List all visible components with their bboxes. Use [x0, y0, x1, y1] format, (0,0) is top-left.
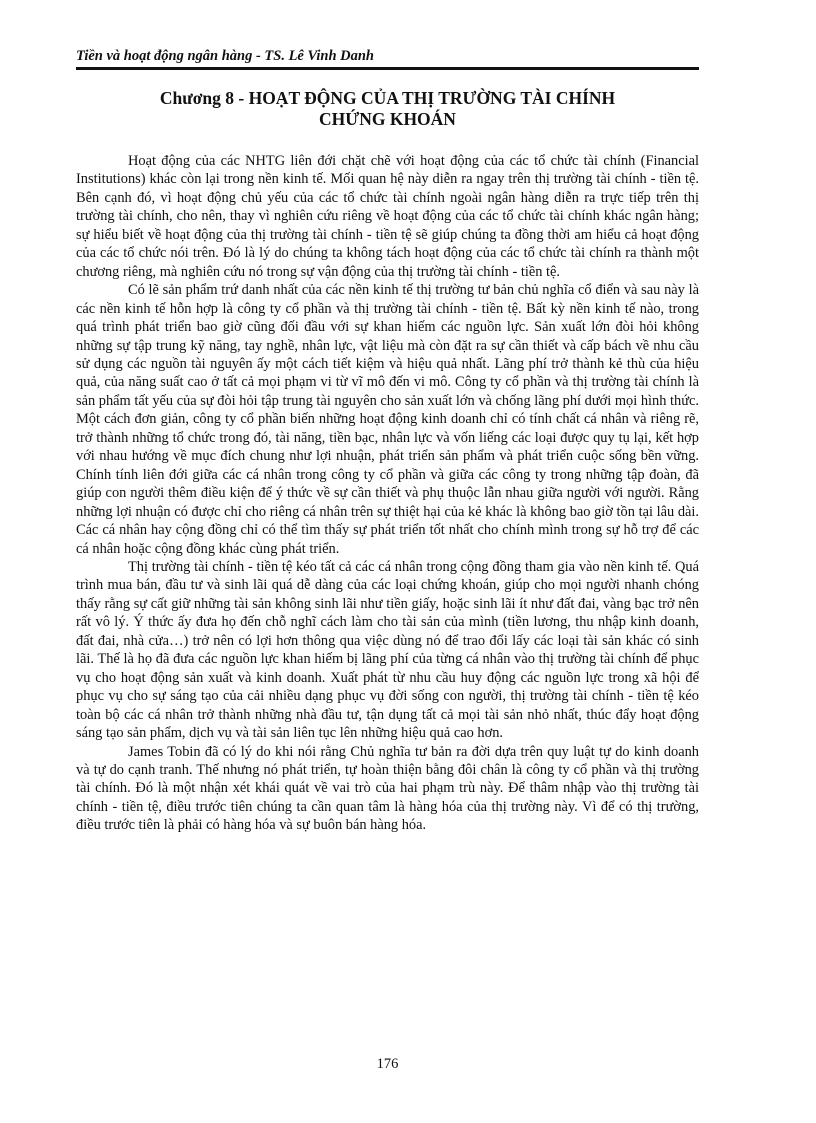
paragraph-1: Hoạt động của các NHTG liên đới chặt chẽ với hoạt động của các tổ chức tài chính (Financial Institutions) khác còn lại trong nền kinh tế. Mối quan hệ này diễn ra ngay trên thị trường tài chính - tiền tệ. Bên cạnh đó, vì hoạt động chủ yếu của các tổ chức tài chính ngoài ngân hàng diễn ra trực tiếp trên thị trường tài chính, cho nên, thay vì nghiên cứu riêng về hoạt động của các tổ chức tài chính khác ngân hàng; sự hiểu biết về hoạt động của thị trường tài chính - tiền tệ sẽ giúp chúng ta đồng thời am hiểu cả hoạt động của các tổ chức nói trên. Đó là lý do chúng ta không tách hoạt động của các tổ chức tài chính ra thành một chương riêng, mà nghiên cứu nó trong sự vận động của thị trường tài chính - tiền tệ. [76, 153, 699, 280]
chapter-title [76, 88, 699, 130]
paragraph-3: Thị trường tài chính - tiền tệ kéo tất cả các cá nhân trong cộng đồng tham gia vào nền kinh tế. Quá trình mua bán, đầu tư và sinh lãi quá dễ dàng của các loại chứng khoán, giúp cho mọi người nhanh chóng thấy rằng sự cất giữ những tài sản không sinh lãi như tiền giấy, hoặc sinh lãi ít như đất đai, vàng bạc trở nên rất vô lý. Ý thức ấy đưa họ đến chỗ nghĩ cách làm cho tài sản của mình (tiền lương, thu nhập kinh doanh, đất đai, nhà cửa…) trở nên có lợi hơn thông qua việc dùng nó để trao đổi lấy các loại tài sản khác có sinh lãi. Thế là họ đã đưa các nguồn lực khan hiếm bị lãng phí của từng cá nhân vào thị trường tài chính để phục vụ cho hoạt động sản xuất và kinh doanh. Xuất phát từ nhu cầu huy động các nguồn lực trong xã hội để phục vụ cho sự sáng tạo của cải nhiều dạng phục vụ đời sống con người, thị trường tài chính - tiền tệ kéo toàn bộ các cá nhân trở thành những nhà đầu tư, tận dụng tất cả mọi tài sản nhỏ nhất, thúc đẩy hoạt động sáng tạo sản phẩm, dịch vụ và tài sản liên tục lên những hiệu quả cao hơn. [76, 558, 699, 742]
page-number: 176 [376, 1056, 399, 1072]
body-text [76, 152, 699, 835]
chapter-title-line-1: Chương 8 - HOẠT ĐỘNG CỦA THỊ TRƯỜNG TÀI CHÍNH [159, 88, 616, 108]
paragraph-2: Có lẽ sản phẩm trứ danh nhất của các nền kinh tế thị trường tư bản chủ nghĩa cổ điển và sau này là các nền kinh tế hỗn hợp là công ty cổ phần và thị trường tài chính - tiền tệ. Bất kỳ nền kinh tế nào, trong quá trình phát triển bao giờ cũng đối đầu với sự khan hiếm các nguồn lực. Sản xuất lớn đòi hỏi không những sự tập trung kỹ năng, tay nghề, nhân lực, vật liệu mà còn đặt ra sự cần thiết và cấp bách về nhu cầu sử dụng các nguồn tài nguyên ấy một cách tiết kiệm và hiệu quả nhất. Lãng phí trở thành kẻ thù của hiệu quả, của năng suất cao ở tất cả mọi phạm vi từ vĩ mô đến vi mô. Công ty cổ phần và thị trường tài chính là sản phẩm tất yếu của sự đòi hỏi tập trung tài nguyên cho sản xuất lớn và chống lãng phí dưới mọi hình thức. Một cách đơn giản, công ty cổ phần biến những hoạt động kinh doanh chỉ có tính chất cá nhân và riêng rẽ, trở thành những tổ chức trong đó, tài năng, tiền bạc, nhân lực và vốn liếng các loại được quy tụ lại, kết hợp với nhau hướng về mục đích chung như lợi nhuận, phát triển sản phẩm và phát triển cuộc sống bền vững. Chính tính liên đới giữa các cá nhân trong công ty cổ phần và giữa các công ty trong những tập đoàn, đã giúp con người thêm điều kiện để ý thức về sự cần thiết và phụ thuộc lẫn nhau giữa người với người. Rằng những lợi nhuận có được chỉ cho riêng cá nhân trên sự thiệt hại của kẻ khác là không bao giờ tồn tại lâu dài. Các cá nhân hay cộng đồng chỉ có thể tìm thấy sự phát triển tốt nhất cho chính mình trong sự hỗ trợ để các cá nhân hoặc cộng đồng khác cùng phát triển. [76, 282, 699, 557]
running-header: Tiền và hoạt động ngân hàng - TS. Lê Vinh Danh [76, 48, 374, 64]
header-rule [76, 67, 699, 70]
paragraph-4: James Tobin đã có lý do khi nói rằng Chủ nghĩa tư bản ra đời dựa trên quy luật tự do kinh doanh và tự do cạnh tranh. Thế nhưng nó phát triển, tự hoàn thiện bằng đôi chân là công ty cổ phần và thị trường tài chính. Đó là một nhận xét khái quát về vai trò của hai phạm trù này. Để thâm nhập vào thị trường tài chính - tiền tệ, điều trước tiên chúng ta cần quan tâm là hàng hóa của thị trường này. Vì để có thị trường, điều trước tiên là phải có hàng hóa và sự buôn bán hàng hóa. [76, 743, 699, 834]
chapter-title-line-2: CHỨNG KHOÁN [319, 109, 456, 129]
